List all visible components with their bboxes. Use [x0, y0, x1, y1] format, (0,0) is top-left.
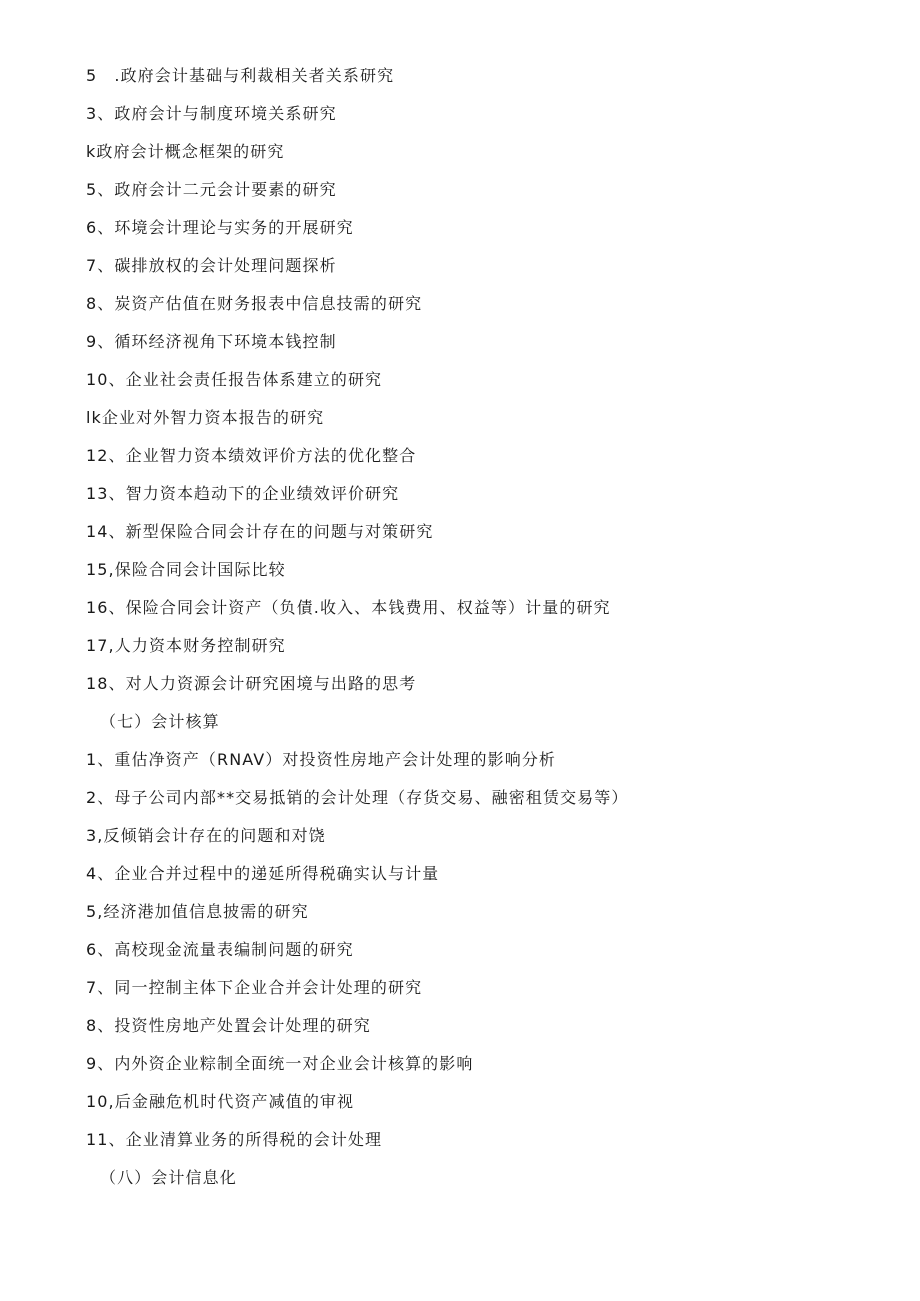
list-item: 10、企业社会责任报告体系建立的研究 [86, 370, 383, 389]
list-item: 5,经济港加值信息披需的研究 [86, 902, 309, 921]
list-item: 11、企业清算业务的所得税的会计处理 [86, 1130, 383, 1149]
list-item: 7、同一控制主体下企业合并会计处理的研究 [86, 978, 423, 997]
list-item: 5 .政府会计基础与利裁相关者关系研究 [86, 66, 395, 85]
list-item: lk企业对外智力资本报告的研究 [86, 408, 325, 427]
list-item: 13、智力资本趋动下的企业绩效评价研究 [86, 484, 400, 503]
list-item: 3、政府会计与制度环境关系研究 [86, 104, 337, 123]
section-heading: （八）会计信息化 [100, 1168, 237, 1187]
list-item: 8、投资性房地产处置会计处理的研究 [86, 1016, 371, 1035]
list-item: k政府会计概念框架的研究 [86, 142, 285, 161]
list-item: 12、企业智力资本绩效评价方法的优化整合 [86, 446, 417, 465]
list-item: 9、循环经济视角下环境本钱控制 [86, 332, 337, 351]
topic-list [0, 60, 920, 1200]
list-item: 9、内外资企业粽制全面统一对企业会计核算的影响 [86, 1054, 474, 1073]
list-item: 7、碳排放权的会计处理问题探析 [86, 256, 337, 275]
list-item: 1、重估净资产（RNAV）对投资性房地产会计处理的影响分析 [86, 750, 557, 769]
list-item: 8、炭资产估值在财务报表中信息技需的研究 [86, 294, 423, 313]
list-item: 10,后金融危机时代资产减值的审视 [86, 1092, 355, 1111]
list-item: 2、母子公司内部**交易抵销的会计处理（存货交易、融密租赁交易等） [86, 788, 629, 807]
list-item: 16、保险合同会计资产（负債.收入、本钱费用、权益等）计量的研究 [86, 598, 611, 617]
list-item: 17,人力资本财务控制研究 [86, 636, 286, 655]
list-item: 6、高校现金流量表编制问题的研究 [86, 940, 354, 959]
list-item: 18、对人力资源会计研究困境与出路的思考 [86, 674, 417, 693]
list-item: 4、企业合并过程中的递延所得税确实认与计量 [86, 864, 440, 883]
list-item: 3,反倾销会计存在的问题和对饶 [86, 826, 326, 845]
list-item: 5、政府会计二元会计要素的研究 [86, 180, 337, 199]
list-item: 15,保险合同会计国际比较 [86, 560, 286, 579]
section-heading: （七）会计核算 [100, 712, 220, 731]
list-item: 14、新型保险合同会计存在的问题与对策研究 [86, 522, 434, 541]
list-item: 6、环境会计理论与实务的开展研究 [86, 218, 354, 237]
